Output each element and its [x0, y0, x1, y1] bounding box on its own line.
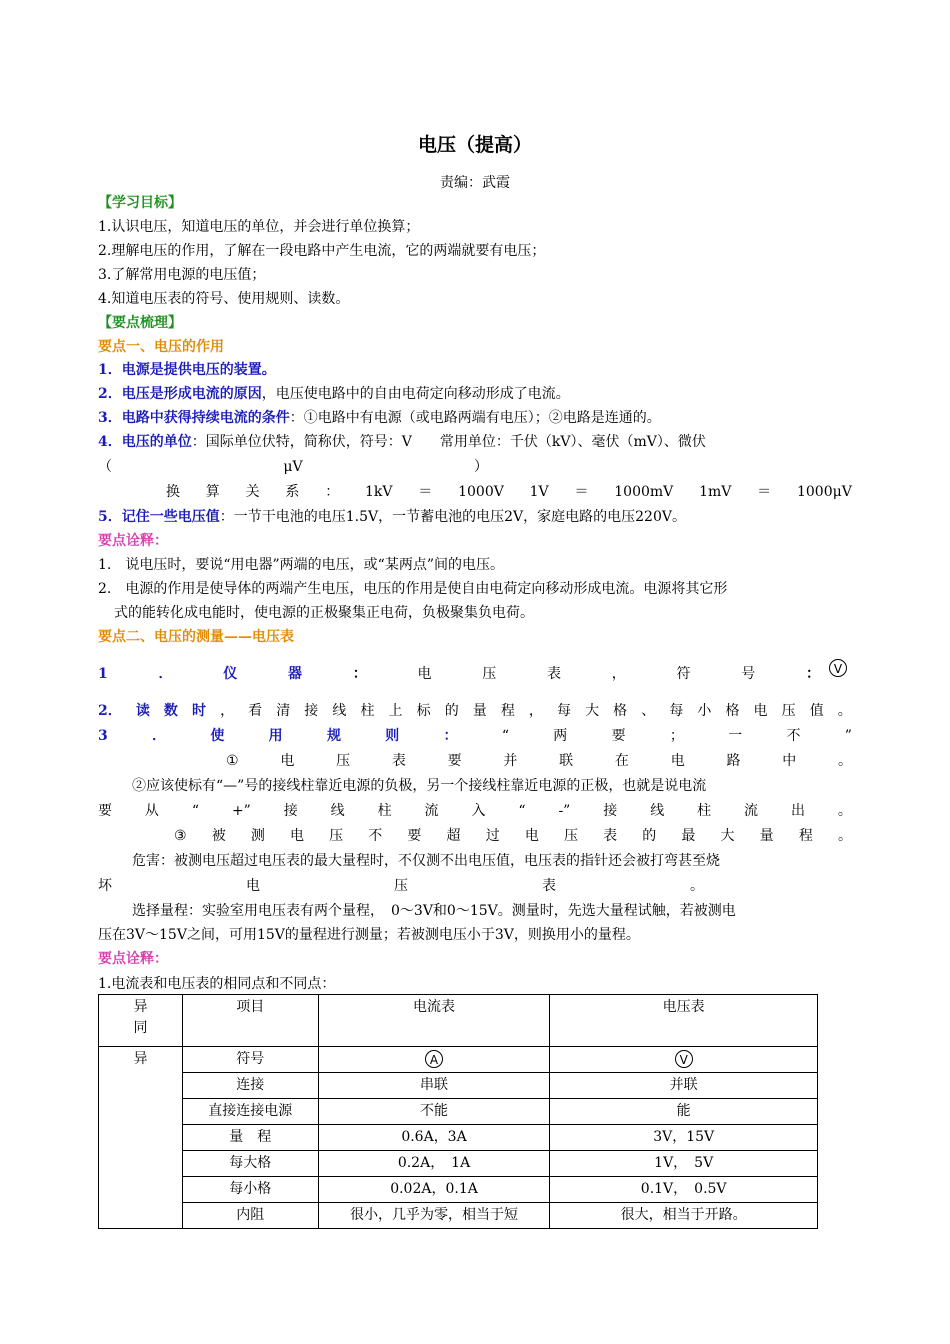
spread-word: 。	[837, 803, 852, 819]
spread-word: 1000mV	[614, 484, 674, 500]
spread-word: 要	[611, 728, 626, 744]
spread-word: 。	[837, 828, 852, 844]
note1-title: 要点诠释：	[98, 533, 168, 549]
ammeter-symbol-icon: A	[425, 1050, 443, 1068]
harm-text-cont	[98, 876, 704, 896]
spread-word: 电	[246, 878, 260, 894]
note1-item2: 2. 电源的作用是使导体的两端产生电压，电压的作用是使自由电荷定向移动形成电流。电源将其它形	[98, 581, 728, 597]
spread-word: 量	[472, 703, 487, 719]
spread-word: 器	[288, 666, 302, 682]
ammeter-value: 不能	[318, 1099, 550, 1125]
goal-item: 3.了解常用电源的电压值；	[98, 267, 266, 283]
spread-word: 流	[744, 803, 759, 819]
spread-word: 规	[326, 728, 341, 744]
spread-word: 出	[790, 803, 805, 819]
point1-title: 要点一、电压的作用	[98, 339, 224, 355]
spread-word: 要	[407, 828, 422, 844]
spread-word: 在	[614, 753, 629, 769]
spread-word: 要	[98, 803, 112, 819]
point1-item4-text: ：国际单位伏特，简称伏，符号：V 常用单位：千伏（kV）、毫伏（mV）、微伏	[191, 434, 706, 450]
spread-word: 表	[542, 878, 556, 894]
header-ammeter: 电流表	[318, 995, 550, 1047]
spread-word: 1kV	[364, 484, 393, 500]
table-row	[99, 1099, 818, 1125]
point1-item5-text: ：一节干电池的电压1.5V，一节蓄电池的电压2V，家庭电路的电压220V。	[219, 509, 686, 525]
spread-word: 不	[786, 728, 801, 744]
rule-2: ②应该使标有“—”号的接线柱靠近电源的负极，另一个接线柱靠近电源的正极，也就是说电流	[132, 778, 707, 794]
spread-word: 使	[210, 728, 225, 744]
voltmeter-value: 0.1V， 0.5V	[550, 1177, 818, 1203]
point2-item3	[98, 726, 852, 746]
spread-word: 并	[503, 753, 518, 769]
voltmeter-symbol-icon: V	[675, 1050, 693, 1068]
spread-word: 入	[471, 803, 486, 819]
ammeter-value: 0.6A，3A	[318, 1125, 550, 1151]
spread-word: ①	[226, 753, 239, 769]
spread-word: 被	[211, 828, 226, 844]
spread-word: 不	[368, 828, 383, 844]
table-row	[99, 1151, 818, 1177]
spread-word: 超	[446, 828, 461, 844]
table-row	[99, 1125, 818, 1151]
table-row	[99, 1177, 818, 1203]
point1-item3-text: ：①电路中有电源（或电路两端有电压）；②电路是连通的。	[289, 410, 661, 426]
comparison-table	[98, 994, 818, 1229]
spread-word: 线	[330, 803, 345, 819]
goal-item: 1.认识电压，知道电压的单位，并会进行单位换算；	[98, 219, 420, 235]
spread-word: 系	[285, 484, 300, 500]
spread-word: 要	[447, 753, 462, 769]
spread-word: ③	[174, 828, 187, 844]
voltmeter-value: 并联	[550, 1073, 818, 1099]
spread-word: 测	[250, 828, 265, 844]
ammeter-value: 很小，几乎为零，相当于短	[318, 1203, 550, 1229]
spread-word: 。	[690, 878, 704, 894]
point2-item1	[98, 664, 820, 684]
spread-word: ．	[152, 728, 167, 744]
goals-header: 【学习目标】	[98, 195, 182, 211]
spread-word: 仪	[223, 666, 238, 682]
point1-item3-key: 3．电路中获得持续电流的条件	[98, 410, 290, 426]
spread-word: 一	[728, 728, 743, 744]
spread-word: 算	[205, 484, 220, 500]
spread-word: ＝	[757, 484, 772, 500]
point1-item5-key: 5．记住一些电压值	[98, 509, 220, 525]
table-row	[99, 1073, 818, 1099]
point1-item3	[98, 408, 852, 428]
spread-word: 时	[191, 703, 206, 719]
point1-item1: 1．电源是提供电压的装置。	[98, 362, 276, 378]
spread-word: 则	[385, 728, 400, 744]
spread-word: ，	[528, 703, 543, 719]
spread-word: “	[501, 728, 509, 744]
spread-word: 读	[135, 703, 150, 719]
spread-word: 、	[641, 703, 656, 719]
spread-word: 电	[524, 828, 539, 844]
rule-3	[174, 826, 852, 846]
table-caption: 1.电流表和电压表的相同点和不同点：	[98, 976, 336, 992]
spread-word: 压	[563, 828, 578, 844]
spread-word: 1mV	[699, 484, 732, 500]
spread-word: 大	[585, 703, 600, 719]
harm-text: 危害：被测电压超过电压表的最大量程时，不仅测不出电压值，电压表的指针还会被打弯甚至烧	[132, 853, 720, 869]
spread-word: ：	[352, 666, 367, 682]
spread-word: 值	[809, 703, 824, 719]
voltmeter-value: 1V， 5V	[550, 1151, 818, 1177]
spread-word: 1000V	[458, 484, 504, 500]
spread-word: 流	[424, 803, 439, 819]
spread-word: ）	[474, 459, 488, 475]
voltmeter-value: 能	[550, 1099, 818, 1125]
spread-word: 1	[98, 666, 108, 682]
spread-word: 大	[720, 828, 735, 844]
spread-word: 每	[669, 703, 684, 719]
spread-word: 电	[670, 753, 685, 769]
spread-word: 表	[603, 828, 618, 844]
row-item: 连接	[182, 1073, 318, 1099]
header-voltmeter: 电压表	[550, 995, 818, 1047]
ammeter-value: 0.02A，0.1A	[318, 1177, 550, 1203]
spread-word: “	[191, 803, 200, 819]
voltmeter-symbol-cell	[550, 1047, 818, 1073]
goal-item: 4.知道电压表的符号、使用规则、读数。	[98, 291, 350, 307]
spread-word: 压	[482, 666, 497, 682]
spread-word: ，	[611, 666, 626, 682]
spread-word: +”	[231, 803, 251, 819]
spread-word: ：	[806, 666, 820, 682]
author-line: 责编：武霞	[440, 175, 510, 191]
point2-item2	[98, 701, 852, 721]
point1-item5	[98, 507, 852, 527]
note1-item2-cont: 式的能转化成电能时，使电源的正极聚集正电荷，负极聚集负电荷。	[114, 605, 534, 621]
spread-word: 换	[166, 484, 180, 500]
ammeter-value: 0.2A， 1A	[318, 1151, 550, 1177]
spread-word: 从	[144, 803, 159, 819]
spread-word: （	[98, 459, 112, 475]
spread-word: 压	[394, 878, 408, 894]
rule-2-cont	[98, 801, 852, 821]
ammeter-value: 串联	[318, 1073, 550, 1099]
spread-word: 路	[726, 753, 741, 769]
spread-word: 格	[725, 703, 740, 719]
spread-word: 格	[613, 703, 628, 719]
header-same: 同	[133, 1020, 148, 1036]
spread-word: 表	[547, 666, 561, 682]
spread-word: 压	[336, 753, 351, 769]
spread-word: 数	[163, 703, 178, 719]
spread-word: 上	[388, 703, 403, 719]
spread-word: 电	[753, 703, 768, 719]
row-item: 量 程	[182, 1125, 318, 1151]
spread-word: 量	[759, 828, 774, 844]
table-header-row	[99, 995, 818, 1047]
row-item: 直接连接电源	[182, 1099, 318, 1125]
point1-item2-key: 2．电压是形成电流的原因	[98, 386, 262, 402]
point1-item2	[98, 384, 852, 404]
spread-word: 柱	[360, 703, 375, 719]
table-row	[99, 1203, 818, 1229]
spread-word: 过	[485, 828, 500, 844]
spread-word: 小	[697, 703, 712, 719]
point1-item4-key: 4．电压的单位	[98, 434, 192, 450]
spread-word: 联	[559, 753, 574, 769]
spread-word: 号	[741, 666, 756, 682]
header-item: 项目	[182, 995, 318, 1047]
spread-word: ：	[325, 484, 340, 500]
spread-word: 。	[837, 703, 852, 719]
row-item: 符号	[182, 1047, 318, 1073]
spread-word: 坏	[98, 878, 112, 894]
spread-word: μV	[283, 459, 303, 475]
spread-word: 1000μV	[796, 484, 852, 500]
range-text: 选择量程：实验室用电压表有两个量程， 0～3V和0～15V。测量时，先选大量程试触，若被测电	[132, 903, 736, 919]
spread-word: 接	[283, 803, 298, 819]
header-diff-same	[99, 995, 183, 1047]
document-title: 电压（提高）	[417, 134, 532, 156]
spread-word: 接	[603, 803, 618, 819]
spread-word: 1V	[529, 484, 549, 500]
spread-word: 线	[332, 703, 347, 719]
rule-1	[226, 751, 852, 771]
spread-word: ”	[844, 728, 852, 744]
diff-label: 异	[99, 1047, 183, 1229]
spread-word: 符	[676, 666, 691, 682]
goal-item: 2.理解电压的作用，了解在一段电路中产生电流，它的两端就要有电压；	[98, 243, 546, 259]
table-row	[99, 1047, 818, 1073]
spread-word: 的	[642, 828, 657, 844]
spread-word: 中	[782, 753, 797, 769]
spread-word: 每	[557, 703, 571, 719]
row-item: 每小格	[182, 1177, 318, 1203]
spread-word: ：	[443, 728, 458, 744]
spread-word: 表	[391, 753, 406, 769]
spread-word: 关	[245, 484, 260, 500]
voltmeter-value: 3V，15V	[550, 1125, 818, 1151]
spread-word: 用	[268, 728, 283, 744]
spread-word: 最	[681, 828, 696, 844]
points-header: 【要点梳理】	[98, 315, 182, 331]
spread-word: 柱	[697, 803, 712, 819]
point1-item4	[98, 432, 852, 452]
spread-word: 的	[444, 703, 459, 719]
note2-title: 要点诠释：	[98, 951, 168, 967]
spread-word: 电	[417, 666, 432, 682]
spread-word: 压	[329, 828, 344, 844]
range-text-cont: 压在3V～15V之间，可用15V的量程进行测量；若被测电压小于3V，则换用小的量程。	[98, 927, 640, 943]
spread-word: ，	[220, 703, 235, 719]
header-diff: 异	[133, 999, 148, 1015]
row-item: 每大格	[182, 1151, 318, 1177]
note1-item1: 1. 说电压时，要说“用电器”两端的电压，或“某两点”间的电压。	[98, 557, 504, 573]
voltmeter-value: 很大，相当于开路。	[550, 1203, 818, 1229]
spread-word: 2．	[98, 703, 122, 719]
spread-word: 程	[500, 703, 515, 719]
spread-word: 3	[98, 728, 108, 744]
spread-word: 两	[553, 728, 568, 744]
spread-word: 电	[289, 828, 304, 844]
spread-word: ；	[669, 728, 684, 744]
voltmeter-symbol-letter: V	[829, 659, 847, 677]
spread-word: ＝	[418, 484, 433, 500]
spread-word: “	[518, 803, 526, 819]
spread-word: 。	[837, 753, 852, 769]
point2-title: 要点二、电压的测量——电压表	[98, 629, 294, 645]
spread-word: 接	[304, 703, 319, 719]
spread-word: 线	[650, 803, 665, 819]
spread-word: ＝	[574, 484, 589, 500]
point1-item4-line2	[98, 457, 488, 477]
row-item: 内阻	[182, 1203, 318, 1229]
spread-word: 压	[781, 703, 796, 719]
spread-word: 电	[280, 753, 295, 769]
spread-word: 清	[276, 703, 291, 719]
voltmeter-symbol-icon	[829, 657, 847, 677]
spread-word: ．	[158, 666, 173, 682]
ammeter-symbol-cell	[318, 1047, 550, 1073]
spread-word: 程	[798, 828, 813, 844]
point1-item2-text: ，电压使电路中的自由电荷定向移动形成了电流。	[261, 386, 570, 402]
spread-word: -”	[558, 803, 571, 819]
spread-word: 柱	[377, 803, 392, 819]
spread-word: 标	[416, 703, 431, 719]
spread-word: 看	[248, 703, 263, 719]
unit-conversion-line	[166, 482, 852, 502]
